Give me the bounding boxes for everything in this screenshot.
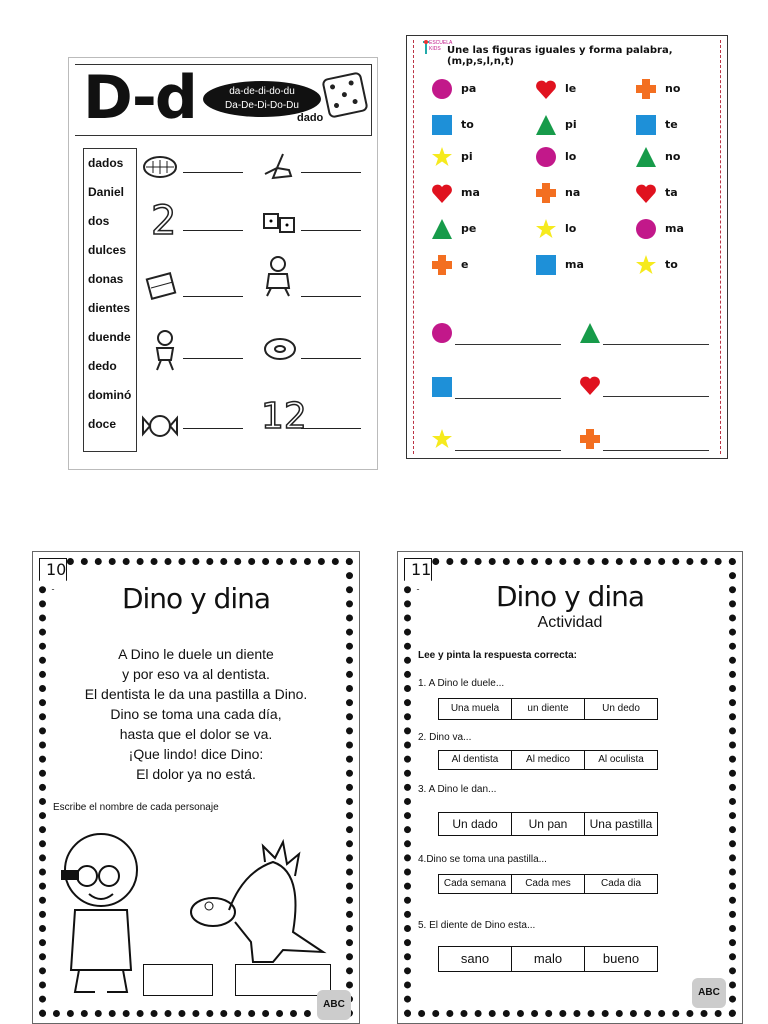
answer-line[interactable] (603, 450, 709, 451)
activity-card (397, 551, 743, 1024)
answer-option[interactable]: sano (439, 947, 512, 971)
syllable-label: no (665, 150, 681, 163)
star-icon (431, 146, 453, 168)
mundo-abc-logo: ABC (317, 990, 351, 1020)
dice-pair-icon (261, 208, 299, 238)
name-box-boy[interactable] (143, 964, 213, 996)
answer-line[interactable] (603, 344, 709, 345)
syllable-label: te (665, 118, 678, 131)
story-line: Dino se toma una cada día, (110, 706, 282, 722)
story-line: El dolor ya no está. (136, 766, 256, 782)
syllable-label: ta (665, 186, 678, 199)
answer-option[interactable]: Cada semana (439, 875, 512, 893)
answer-line (301, 358, 361, 359)
card-number: 11 (411, 560, 432, 579)
syllable-label: ma (565, 258, 584, 271)
story-line: y por eso va al dentista. (122, 666, 270, 682)
syllables-lower: da-de-di-do-du (229, 86, 295, 97)
answer-line[interactable] (603, 396, 709, 397)
word-item: dulces (88, 243, 127, 257)
card-title: Dino y dina (121, 582, 271, 615)
story-text (33, 644, 359, 784)
syllable-label: ma (665, 222, 684, 235)
cross-icon (535, 182, 557, 204)
question-text: 5. El diente de Dino esta... (418, 920, 536, 931)
triangle-icon (431, 218, 453, 240)
answer-option[interactable]: Un pan (512, 813, 585, 835)
triangle-icon (635, 146, 657, 168)
answer-option[interactable]: malo (512, 947, 585, 971)
syllable-label: pa (461, 82, 477, 95)
answer-options (438, 812, 658, 836)
answer-line (301, 428, 361, 429)
boy-icon (145, 328, 183, 372)
star-icon (431, 428, 453, 450)
worksheet-d (68, 57, 378, 470)
word-item: duende (88, 330, 131, 344)
finger-icon (259, 150, 297, 180)
word-item: dados (88, 156, 124, 170)
answer-line (183, 296, 243, 297)
syllable-label: ma (461, 186, 480, 199)
syllable-label: pi (565, 118, 577, 131)
syllable-label: lo (565, 150, 577, 163)
story-line: hasta que el dolor se va. (119, 726, 273, 742)
word-item: doce (88, 417, 117, 431)
heart-icon (635, 182, 657, 204)
answer-line (301, 296, 361, 297)
story-line: A Dino le duele un diente (118, 646, 274, 662)
word-item: dientes (88, 301, 131, 315)
answer-options (438, 750, 658, 770)
dice-icon (321, 71, 368, 118)
answer-option[interactable]: Cada mes (512, 875, 585, 893)
mundo-abc-logo: ABC (692, 978, 726, 1008)
heart-icon (431, 182, 453, 204)
heart-icon (579, 374, 601, 396)
margin-line (720, 40, 721, 454)
question-text: 4.Dino se toma una pastilla... (418, 854, 547, 865)
cross-icon (579, 428, 601, 450)
big-letters: D-d (83, 63, 196, 133)
square-icon (431, 114, 453, 136)
question-text: 1. A Dino le duele... (418, 678, 505, 689)
square-icon (635, 114, 657, 136)
answer-option[interactable]: Al medico (512, 751, 585, 769)
answer-line (183, 358, 243, 359)
syllable-label: pe (461, 222, 477, 235)
heart-icon (535, 78, 557, 100)
answer-options (438, 698, 658, 720)
answer-option[interactable]: un diente (512, 699, 585, 719)
dinosaur-icon (183, 832, 343, 972)
square-icon (535, 254, 557, 276)
question-text: 2. Dino va... (418, 732, 472, 743)
card-title: Dino y dina (495, 580, 645, 613)
candy-icon (141, 406, 179, 446)
margin-line (413, 40, 414, 454)
header-box (75, 64, 372, 136)
syllable-label: e (461, 258, 469, 271)
word-item: donas (88, 272, 124, 286)
dado-label: dado (297, 112, 324, 124)
cross-icon (431, 254, 453, 276)
circle-icon (431, 78, 453, 100)
syllables-upper: Da-De-Di-Do-Du (225, 100, 299, 111)
answer-option[interactable]: Un dedo (602, 703, 640, 714)
syllable-label: le (565, 82, 577, 95)
worksheet-shapes (406, 35, 728, 459)
answer-line[interactable] (455, 398, 561, 399)
syllable-label: no (665, 82, 681, 95)
name-box-dino[interactable] (235, 964, 331, 996)
answer-line[interactable] (455, 450, 561, 451)
syllable-label: lo (565, 222, 577, 235)
syllable-label: na (565, 186, 581, 199)
story-line: ¡Que lindo! dice Dino: (128, 746, 264, 762)
word-list (83, 148, 137, 452)
syllable-label: to (665, 258, 678, 271)
syllable-label: pi (461, 150, 473, 163)
answer-option[interactable]: Una pastilla (589, 817, 653, 831)
digit-two: 2 (151, 198, 177, 244)
card-number: 10 (46, 560, 67, 579)
story-card (32, 551, 360, 1024)
answer-option[interactable]: Al oculista (598, 754, 644, 765)
answer-line (183, 428, 243, 429)
syllable-label: to (461, 118, 474, 131)
dentist-boy-icon (51, 820, 151, 1000)
word-item: dos (88, 214, 110, 228)
answer-option[interactable]: Al dentista (439, 751, 512, 769)
domino-icon (143, 272, 181, 302)
word-item: Daniel (88, 185, 125, 199)
answer-line (183, 230, 243, 231)
digit-twelve: 12 (261, 396, 307, 437)
activity-instruction: Lee y pinta la respuesta correcta: (418, 650, 577, 661)
answer-options (438, 946, 658, 972)
elf-icon (259, 254, 297, 298)
triangle-icon (535, 114, 557, 136)
triangle-icon (579, 322, 601, 344)
exercise-title: Une las figuras iguales y forma palabra, (m,p,s,l,n,t) (447, 45, 673, 67)
circle-icon (431, 322, 453, 344)
answer-option[interactable]: Cada dia (600, 878, 642, 889)
word-item: dominó (88, 388, 132, 402)
square-icon (431, 376, 453, 398)
circle-icon (635, 218, 657, 240)
answer-line (301, 230, 361, 231)
answer-option[interactable]: Un dado (439, 813, 512, 835)
answer-line (183, 172, 243, 173)
star-icon (635, 254, 657, 276)
answer-option[interactable]: bueno (602, 951, 640, 966)
star-icon (535, 218, 557, 240)
answer-line[interactable] (455, 344, 561, 345)
answer-options (438, 874, 658, 894)
story-line: El dentista le da una pastilla a Dino. (84, 686, 308, 702)
cross-icon (635, 78, 657, 100)
name-instruction: Escribe el nombre de cada personaje (53, 802, 219, 813)
word-item: dedo (88, 359, 117, 373)
question-text: 3. A Dino le dan... (418, 784, 497, 795)
circle-icon (535, 146, 557, 168)
answer-option[interactable]: Una muela (439, 699, 512, 719)
teeth-icon (141, 152, 179, 182)
logo-text: ESCUELA KIDS (429, 40, 453, 52)
donut-icon (261, 334, 299, 364)
card-subtitle: Actividad (537, 614, 603, 631)
answer-line (301, 172, 361, 173)
